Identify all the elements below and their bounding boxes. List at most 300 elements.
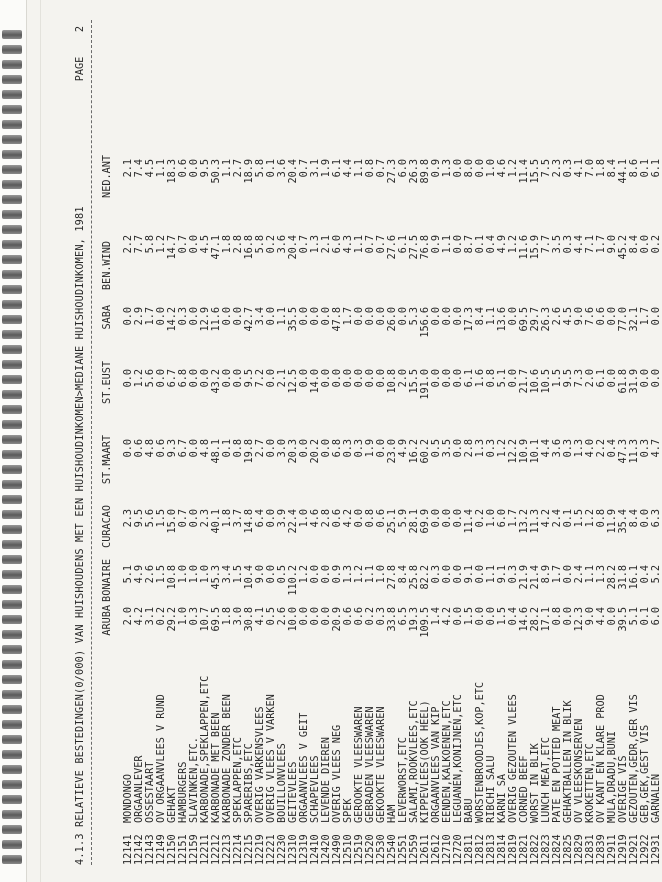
row-label: GEB,GEK,GEST VIS xyxy=(640,724,651,823)
row-code: 12551 xyxy=(398,834,409,865)
binding-ring xyxy=(2,405,22,414)
table-row xyxy=(387,20,398,865)
table-cell: 15.0 xyxy=(167,509,178,534)
table-cell: 0.3 xyxy=(563,439,574,458)
table-cell: 0.6 xyxy=(376,509,387,528)
binding-ring xyxy=(2,225,22,234)
table-cell: 9.5 xyxy=(563,369,574,388)
table-row xyxy=(453,20,464,865)
table-cell: 0.0 xyxy=(508,369,519,388)
table-cell: 0.0 xyxy=(431,369,442,388)
table-cell: 15.5 xyxy=(409,369,420,394)
row-code: 12310 xyxy=(288,834,299,865)
table-cell: 14.2 xyxy=(167,307,178,332)
binding-ring xyxy=(2,90,22,99)
table-cell: 0.1 xyxy=(640,607,651,626)
binding-ring xyxy=(2,630,22,639)
table-cell: 2.9 xyxy=(134,307,145,326)
row-label: LEGUANEN,KONIJNEN,ETC xyxy=(453,694,464,823)
row-code: 12214 xyxy=(233,834,244,865)
table-cell: 0.0 xyxy=(321,307,332,326)
table-cell: 2.0 xyxy=(585,369,596,388)
table-cell: 0.0 xyxy=(376,439,387,458)
row-label: KROKETTEN,ETC xyxy=(585,743,596,823)
table-cell: 45.3 xyxy=(211,565,222,590)
table-cell: 0.1 xyxy=(222,439,233,458)
table-cell: 2.1 xyxy=(277,369,288,388)
table-cell: 28.1 xyxy=(409,509,420,534)
table-row xyxy=(222,20,233,865)
table-cell: 2.4 xyxy=(552,509,563,528)
row-code: 12319 xyxy=(299,834,310,865)
row-label: ORGAANVLEES V GEIT xyxy=(299,712,310,823)
table-cell: 32.1 xyxy=(629,307,640,332)
table-cell: 0.0 xyxy=(640,235,651,254)
row-code: 12822 xyxy=(530,834,541,865)
table-cell: 0.2 xyxy=(475,509,486,528)
table-cell: 0.3 xyxy=(563,235,574,254)
table-cell: 0.0 xyxy=(123,439,134,458)
column-header: NED.ANT xyxy=(102,155,113,198)
table-row xyxy=(596,20,607,865)
table-cell: 15.5 xyxy=(530,159,541,184)
table-cell: 4.2 xyxy=(343,509,354,528)
table-cell: 0.4 xyxy=(486,235,497,254)
table-cell: 0.0 xyxy=(607,369,618,388)
table-cell: 0.5 xyxy=(277,565,288,584)
row-code: 12821 xyxy=(519,834,530,865)
table-cell: 35.5 xyxy=(288,307,299,332)
table-cell: 1.7 xyxy=(343,307,354,326)
table-row xyxy=(277,20,288,865)
row-label: KARBONADE,SPEKLAPPEN,ETC xyxy=(200,675,211,823)
table-cell: 1.2 xyxy=(134,369,145,388)
binding-ring xyxy=(2,465,22,474)
table-row xyxy=(475,20,486,865)
table-cell: 1.1 xyxy=(354,235,365,254)
row-code: 12559 xyxy=(409,834,420,865)
row-label: BOUILLONVLEES xyxy=(277,743,288,823)
table-cell: 21.4 xyxy=(530,565,541,590)
binding-ring xyxy=(2,300,22,309)
table-cell: 7.5 xyxy=(541,159,552,178)
row-label: MULA,DRADU,BUNI xyxy=(607,730,618,823)
row-code: 12510 xyxy=(343,834,354,865)
table-cell: 5.8 xyxy=(255,235,266,254)
table-row xyxy=(266,20,277,865)
table-cell: 0.0 xyxy=(442,509,453,528)
table-row xyxy=(442,20,453,865)
binding-ring xyxy=(2,765,22,774)
row-code: 12825 xyxy=(563,834,574,865)
table-cell: 1.1 xyxy=(486,565,497,584)
row-code: 12410 xyxy=(310,834,321,865)
table-row xyxy=(167,20,178,865)
table-cell: 1.9 xyxy=(365,439,376,458)
table-cell: 0.7 xyxy=(178,509,189,528)
row-label: GEROOKTE VLEESWAREN xyxy=(354,706,365,823)
table-cell: 6.1 xyxy=(464,369,475,388)
row-code: 12812 xyxy=(475,834,486,865)
table-cell: 10.8 xyxy=(167,565,178,590)
binding-ring xyxy=(2,525,22,534)
table-row xyxy=(134,20,145,865)
table-cell: 0.0 xyxy=(431,307,442,326)
table-cell: 5.3 xyxy=(409,307,420,326)
table-row xyxy=(486,20,497,865)
table-cell: 1.9 xyxy=(321,159,332,178)
row-label: EENDEN,KALKOENEN,ETC xyxy=(442,700,453,823)
binding-ring xyxy=(2,165,22,174)
table-cell: 47.1 xyxy=(211,235,222,260)
table-cell: 29.7 xyxy=(530,307,541,332)
table-cell: 27.8 xyxy=(387,565,398,590)
table-cell: 12.9 xyxy=(200,307,211,332)
binding-ring xyxy=(2,690,22,699)
row-code: 12814 xyxy=(497,834,508,865)
row-label: LEVENDE DIEREN xyxy=(321,737,332,823)
table-cell: 0.0 xyxy=(299,439,310,458)
table-cell: 0.0 xyxy=(200,369,211,388)
table-row xyxy=(310,20,321,865)
table-cell: 11.3 xyxy=(629,439,640,464)
binding-ring xyxy=(2,645,22,654)
table-cell: 19.3 xyxy=(409,607,420,632)
table-cell: 4.5 xyxy=(200,235,211,254)
table-cell: 110.2 xyxy=(288,565,299,596)
table-row xyxy=(365,20,376,865)
table-cell: 1.1 xyxy=(277,307,288,326)
table-cell: 0.3 xyxy=(508,565,519,584)
table-cell: 4.3 xyxy=(343,235,354,254)
table-cell: 50.3 xyxy=(211,159,222,184)
table-cell: 1.2 xyxy=(585,509,596,528)
table-cell: 0.0 xyxy=(475,565,486,584)
table-cell: 2.8 xyxy=(321,509,332,528)
table-cell: 10.4 xyxy=(244,565,255,590)
table-cell: 6.5 xyxy=(398,607,409,626)
table-cell: 1.4 xyxy=(431,607,442,626)
table-cell: 1.3 xyxy=(310,235,321,254)
table-cell: 0.9 xyxy=(431,159,442,178)
table-cell: 61.8 xyxy=(618,369,629,394)
table-cell: 2.2 xyxy=(596,439,607,458)
table-cell: 0.7 xyxy=(365,235,376,254)
row-code: 12921 xyxy=(629,834,640,865)
table-cell: 14.8 xyxy=(244,509,255,534)
table-cell: 14.6 xyxy=(519,607,530,632)
table-row xyxy=(563,20,574,865)
table-cell: 0.0 xyxy=(266,439,277,458)
table-cell: 0.0 xyxy=(607,607,618,626)
table-row xyxy=(354,20,365,865)
table-cell: 6.7 xyxy=(167,369,178,388)
table-row xyxy=(332,20,343,865)
table-cell: 5.1 xyxy=(123,565,134,584)
table-cell: 1.8 xyxy=(222,509,233,528)
row-label: WORSTENBROODJES,KOP,ETC xyxy=(475,681,486,823)
table-cell: 89.8 xyxy=(420,159,431,184)
table-cell: 33.8 xyxy=(387,607,398,632)
binding-ring xyxy=(2,735,22,744)
row-label: OVERIG VLEES NEG xyxy=(332,724,343,823)
table-cell: 109.5 xyxy=(420,607,431,638)
table-cell: 0.1 xyxy=(640,159,651,178)
table-cell: 0.0 xyxy=(321,369,332,388)
row-code: 12813 xyxy=(486,834,497,865)
row-code: 12811 xyxy=(464,834,475,865)
table-cell: 0.8 xyxy=(365,509,376,528)
binding-ring xyxy=(2,345,22,354)
table-cell: 4.9 xyxy=(398,439,409,458)
table-row xyxy=(288,20,299,865)
table-cell: 0.0 xyxy=(299,307,310,326)
table-cell: 0.0 xyxy=(321,439,332,458)
column-header: SABA xyxy=(102,305,113,330)
table-row xyxy=(508,20,519,865)
table-cell: 6.1 xyxy=(596,369,607,388)
table-row xyxy=(156,20,167,865)
table-cell: 0.0 xyxy=(442,307,453,326)
table-cell: 0.1 xyxy=(475,235,486,254)
row-code: 12211 xyxy=(200,834,211,865)
table-cell: 11.4 xyxy=(464,509,475,534)
table-cell: 1.1 xyxy=(442,235,453,254)
table-cell: 0.0 xyxy=(651,369,662,388)
table-cell: 0.0 xyxy=(453,607,464,626)
table-cell: 10.5 xyxy=(541,369,552,394)
table-cell: 25.1 xyxy=(387,509,398,534)
table-cell: 5.1 xyxy=(497,369,508,388)
table-cell: 3.5 xyxy=(552,235,563,254)
table-cell: 9.0 xyxy=(574,307,585,326)
table-cell: 1.2 xyxy=(508,235,519,254)
table-cell: 1.2 xyxy=(299,565,310,584)
table-cell: 8.4 xyxy=(629,235,640,254)
table-row xyxy=(552,20,563,865)
table-cell: 6.3 xyxy=(651,509,662,528)
table-cell: 0.0 xyxy=(156,369,167,388)
row-label: HAMBURGERS xyxy=(178,761,189,823)
table-cell: 0.6 xyxy=(596,307,607,326)
table-cell: 4.2 xyxy=(134,607,145,626)
table-cell: 6.7 xyxy=(178,439,189,458)
table-cell: 1.3 xyxy=(596,565,607,584)
row-label: RIBCHI SALU xyxy=(486,755,497,823)
table-row xyxy=(464,20,475,865)
table-cell: 0.0 xyxy=(310,607,321,626)
table-cell: 1.1 xyxy=(585,565,596,584)
table-cell: 2.4 xyxy=(574,565,585,584)
table-cell: 0.0 xyxy=(156,307,167,326)
table-row xyxy=(145,20,156,865)
table-cell: 1.5 xyxy=(497,607,508,626)
table-cell: 9.1 xyxy=(464,565,475,584)
table-cell: 3.0 xyxy=(233,607,244,626)
binding-ring xyxy=(2,270,22,279)
table-row xyxy=(629,20,640,865)
table-cell: 0.6 xyxy=(354,607,365,626)
table-cell: 0.0 xyxy=(266,307,277,326)
table-cell: 8.4 xyxy=(398,565,409,584)
row-code: 12143 xyxy=(145,834,156,865)
table-cell: 0.0 xyxy=(475,607,486,626)
table-row xyxy=(541,20,552,865)
binding-ring xyxy=(2,795,22,804)
table-cell: 12.3 xyxy=(574,607,585,632)
table-cell: 1.3 xyxy=(475,439,486,458)
row-label: SPEKLAPPEN,ETC xyxy=(233,737,244,823)
table-cell: 14.0 xyxy=(310,369,321,394)
page-edge xyxy=(40,0,41,882)
table-cell: 1.7 xyxy=(640,307,651,326)
row-label: BABU xyxy=(464,798,475,823)
table-cell: 1.2 xyxy=(354,565,365,584)
table-cell: 3.4 xyxy=(222,565,233,584)
table-cell: 22.4 xyxy=(288,509,299,534)
binding-ring xyxy=(2,510,22,519)
row-label: GARNALEN xyxy=(651,773,662,823)
table-cell: 1.7 xyxy=(596,235,607,254)
table-cell: 4.2 xyxy=(442,607,453,626)
table-cell: 39.5 xyxy=(618,607,629,632)
column-header: ST.MAART xyxy=(102,435,113,485)
table-cell: 0.0 xyxy=(266,369,277,388)
table-cell: 12.2 xyxy=(508,439,519,464)
row-label: OVERIGE VIS xyxy=(618,755,629,823)
row-label: GEITEVLEES xyxy=(288,761,299,823)
binding-ring xyxy=(2,75,22,84)
table-cell: 1.7 xyxy=(552,565,563,584)
table-cell: 47.8 xyxy=(332,307,343,332)
table-row xyxy=(343,20,354,865)
table-cell: 0.0 xyxy=(189,307,200,326)
table-cell: 0.0 xyxy=(442,369,453,388)
binding-ring xyxy=(2,450,22,459)
table-cell: 69.5 xyxy=(211,607,222,632)
table-cell: 0.5 xyxy=(266,607,277,626)
table-cell: 0.0 xyxy=(189,369,200,388)
table-cell: 27.5 xyxy=(409,235,420,260)
table-cell: 0.0 xyxy=(640,369,651,388)
row-label: MONDONGO xyxy=(123,773,134,823)
table-cell: 0.0 xyxy=(563,607,574,626)
table-row xyxy=(376,20,387,865)
table-cell: 1.1 xyxy=(354,159,365,178)
table-cell: 0.7 xyxy=(299,159,310,178)
table-cell: 8.4 xyxy=(607,159,618,178)
row-code: 12530 xyxy=(376,834,387,865)
table-cell: 1.0 xyxy=(299,509,310,528)
table-cell: 20.4 xyxy=(288,159,299,184)
table-cell: 0.0 xyxy=(299,369,310,388)
table-cell: 156.6 xyxy=(420,307,431,338)
table-cell: 1.8 xyxy=(222,235,233,254)
table-cell: 28.2 xyxy=(607,565,618,590)
table-cell: 2.3 xyxy=(200,509,211,528)
table-cell: 2.0 xyxy=(123,607,134,626)
table-row xyxy=(618,20,629,865)
table-cell: 9.1 xyxy=(497,565,508,584)
row-label: SPARERIBS,ETC xyxy=(244,743,255,823)
row-label: LUNCH MEAT,ETC xyxy=(541,737,552,823)
binding-ring xyxy=(2,660,22,669)
table-cell: 0.0 xyxy=(508,307,519,326)
binding-ring xyxy=(2,840,22,849)
table-cell: 0.0 xyxy=(640,509,651,528)
table-cell: 18.3 xyxy=(167,159,178,184)
row-label: GEZOUTEN,GEDR,GER VIS xyxy=(629,694,640,823)
row-code: 12611 xyxy=(420,834,431,865)
binding-ring xyxy=(2,705,22,714)
column-header: BEN.WIND xyxy=(102,241,113,291)
spiral-binding xyxy=(0,0,27,882)
table-cell: 1.0 xyxy=(376,565,387,584)
row-code: 12839 xyxy=(596,834,607,865)
table-cell: 26.0 xyxy=(387,307,398,332)
table-cell: 9.3 xyxy=(167,439,178,458)
table-cell: 0.4 xyxy=(607,439,618,458)
table-cell: 45.2 xyxy=(618,235,629,260)
table-cell: 26.3 xyxy=(541,307,552,332)
page-number-block xyxy=(75,20,86,81)
row-code: 12612 xyxy=(431,834,442,865)
table-cell: 0.6 xyxy=(343,607,354,626)
table-cell: 1.0 xyxy=(189,565,200,584)
table-cell: 1.1 xyxy=(156,159,167,178)
table-cell: 15.9 xyxy=(530,235,541,260)
binding-ring xyxy=(2,120,22,129)
binding-ring xyxy=(2,150,22,159)
table-cell: 0.0 xyxy=(189,235,200,254)
binding-ring xyxy=(2,255,22,264)
table-row xyxy=(431,20,442,865)
table-cell: 1.5 xyxy=(156,565,167,584)
row-label: SLAVINKEN,ETC. xyxy=(189,737,200,823)
table-cell: 0.0 xyxy=(321,565,332,584)
row-code: 12490 xyxy=(332,834,343,865)
row-code: 12141 xyxy=(123,834,134,865)
table-cell: 0.0 xyxy=(233,307,244,326)
table-cell: 4.0 xyxy=(585,439,596,458)
table-cell: 16.1 xyxy=(629,565,640,590)
table-row xyxy=(651,20,662,865)
row-code: 12519 xyxy=(354,834,365,865)
table-cell: 0.3 xyxy=(640,439,651,458)
table-cell: 0.0 xyxy=(431,509,442,528)
binding-ring xyxy=(2,195,22,204)
table-cell: 9.0 xyxy=(585,607,596,626)
table-cell: 0.0 xyxy=(354,509,365,528)
table-cell: 28.2 xyxy=(530,607,541,632)
table-cell: 5.6 xyxy=(145,509,156,528)
table-cell: 31.9 xyxy=(629,369,640,394)
table-cell: 1.1 xyxy=(222,159,233,178)
table-cell: 23.0 xyxy=(387,439,398,464)
header-rule xyxy=(91,20,92,865)
table-cell: 0.0 xyxy=(222,369,233,388)
row-label: KARBONADE ZONDER BEEN xyxy=(222,694,233,823)
table-cell: 0.0 xyxy=(453,235,464,254)
table-cell: 0.3 xyxy=(376,607,387,626)
table-row xyxy=(255,20,266,865)
row-code: 12221 xyxy=(266,834,277,865)
table-row xyxy=(211,20,222,865)
table-cell: 11.6 xyxy=(519,235,530,260)
table-row xyxy=(398,20,409,865)
table-row xyxy=(321,20,332,865)
table-title: 4.1.3 RELATIEVE BESTEDINGEN(0/000) VAN HUISHOUDENS MET EEN HUISHOUDINKOMEN>MEDIANE HUISHOUDINKOMEN, 1981 xyxy=(75,206,86,865)
